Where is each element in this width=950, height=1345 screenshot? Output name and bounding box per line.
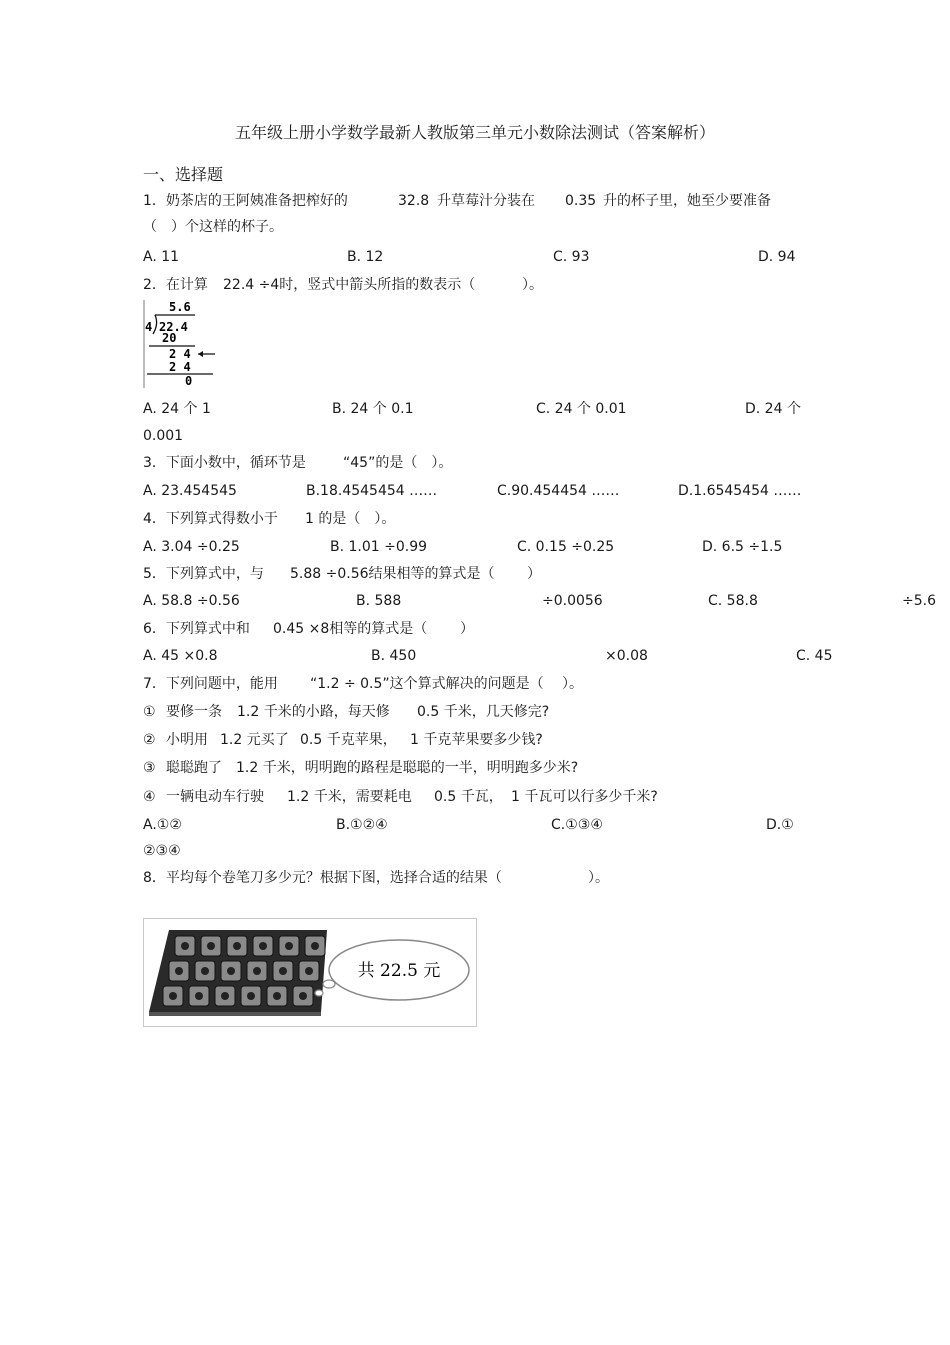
step-product: 20 <box>162 331 177 345</box>
item-1-marker: ① <box>143 704 156 720</box>
q7-text: ）。 <box>562 676 583 692</box>
option-c[interactable]: C. 24 个 0.01 <box>536 401 627 417</box>
q5-text: ） <box>527 566 541 582</box>
item-2-text: 0.5 千克苹果， <box>300 732 397 748</box>
q7-text: “1.2 ÷ 0.5”这个算式解决的问题是（ <box>310 676 544 692</box>
item-1-text: 要修一条 <box>166 704 222 720</box>
q1-number: 0.35 <box>565 193 597 209</box>
q6-text: 6．下列算式中和 <box>143 621 250 637</box>
item-4-marker: ④ <box>143 789 156 805</box>
sharpener-hole <box>227 967 235 975</box>
item-3-marker: ③ <box>143 760 156 776</box>
document-title: 五年级上册小学数学最新人教版第三单元小数除法测试（答案解析） <box>234 123 715 142</box>
option-b-continued: ÷0.0056 <box>542 593 603 609</box>
sharpener-hole <box>195 992 203 1000</box>
option-b[interactable]: B. 1.01 ÷0.99 <box>330 539 428 555</box>
option-c[interactable]: C.90.454454 …… <box>497 483 620 499</box>
option-d[interactable]: D. 94 <box>758 249 796 265</box>
option-c-continued: ÷5.6 <box>902 593 936 609</box>
q2-text: 2．在计算 <box>143 277 208 293</box>
option-a[interactable]: A. 3.04 ÷0.25 <box>143 539 240 555</box>
pencil-sharpener-figure <box>143 918 477 1032</box>
sharpener-hole <box>273 992 281 1000</box>
sharpener-hole <box>299 992 307 1000</box>
sharpener-hole <box>253 967 261 975</box>
option-c[interactable]: C. 0.15 ÷0.25 <box>517 539 615 555</box>
option-d-continued: 0.001 <box>143 428 184 444</box>
bubble-text: 共 22.5 元 <box>357 961 441 981</box>
sharpener-hole <box>311 942 319 950</box>
sharpener-hole <box>181 942 189 950</box>
q1-number: 32.8 <box>398 193 430 209</box>
sharpener-hole <box>247 992 255 1000</box>
section-heading: 一、选择题 <box>143 165 224 184</box>
sharpener-hole <box>175 967 183 975</box>
option-a[interactable]: A. 24 个 1 <box>143 401 211 417</box>
option-a[interactable]: A. 58.8 ÷0.56 <box>143 593 240 609</box>
option-a[interactable]: A. 45 ×0.8 <box>143 648 218 664</box>
option-b[interactable]: B. 450 <box>371 648 417 664</box>
step-remainder: 2 4 <box>169 347 191 361</box>
q7-text: 7．下列问题中，能用 <box>143 676 278 692</box>
option-b-continued: ×0.08 <box>605 648 648 664</box>
option-d-continued: ②③④ <box>143 843 181 859</box>
item-3-text: 聪聪跑了 <box>166 760 222 776</box>
option-d[interactable]: D. 6.5 ÷1.5 <box>702 539 783 555</box>
sharpener-hole <box>259 942 267 950</box>
q3-text: 3．下面小数中，循环节是 <box>143 455 306 471</box>
sharpener-hole <box>279 967 287 975</box>
long-division-figure <box>143 300 217 394</box>
q4-text: 1 的是（ ）。 <box>305 511 396 527</box>
sharpener-tray <box>149 930 327 1016</box>
q1-text: （ ）个这样的杯子。 <box>143 219 283 235</box>
item-4-text: 一辆电动车行驶 <box>166 789 264 805</box>
q2-text: ）。 <box>522 277 543 293</box>
sharpener-hole <box>285 942 293 950</box>
option-b[interactable]: B. 24 个 0.1 <box>332 401 414 417</box>
option-c[interactable]: C. 58.8 <box>708 593 758 609</box>
q5-text: 5.88 ÷0.56结果相等的算式是（ <box>290 566 495 582</box>
item-3-text: 1.2 千米，明明跑的路程是聪聪的一半，明明跑多少米? <box>236 760 579 776</box>
item-2-marker: ② <box>143 732 156 748</box>
option-c[interactable]: C.①③④ <box>551 817 603 833</box>
option-a[interactable]: A. 23.454545 <box>143 483 237 499</box>
q2-text: 22.4 ÷4时，竖式中箭头所指的数表示（ <box>223 277 476 293</box>
item-4-text: 1 千瓦可以行多少千米? <box>511 789 658 805</box>
quotient: 5.6 <box>169 300 191 314</box>
item-4-text: 1.2 千米，需要耗电 <box>287 789 412 805</box>
step-product: 2 4 <box>169 360 191 374</box>
item-4-text: 0.5 千瓦， <box>434 789 503 805</box>
q8-text: 8．平均每个卷笔刀多少元？根据下图，选择合适的结果（ <box>143 870 502 886</box>
q3-text: “45”的是（ ）。 <box>343 455 453 471</box>
option-a[interactable]: A. 11 <box>143 249 180 265</box>
option-b[interactable]: B. 12 <box>347 249 384 265</box>
divisor: 4 <box>145 320 153 334</box>
item-1-text: 1.2 千米的小路，每天修 <box>237 704 390 720</box>
q6-text: 0.45 ×8相等的算式是（ <box>273 621 428 637</box>
item-2-text: 小明用 <box>166 732 208 748</box>
option-c[interactable]: C. 45 <box>796 648 833 664</box>
sharpener-hole <box>305 967 313 975</box>
option-d[interactable]: D.① <box>766 817 794 833</box>
item-2-text: 1.2 元买了 <box>220 732 289 748</box>
sharpener-hole <box>169 992 177 1000</box>
q5-text: 5．下列算式中，与 <box>143 566 264 582</box>
q6-text: ） <box>460 621 474 637</box>
item-2-text: 1 千克苹果要多少钱? <box>410 732 543 748</box>
option-d[interactable]: D.1.6545454 …… <box>678 483 802 499</box>
sharpener-hole <box>233 942 241 950</box>
q8-text: ）。 <box>588 870 609 886</box>
sharpener-hole <box>201 967 209 975</box>
option-b[interactable]: B.18.4545454 …… <box>306 483 438 499</box>
q1-text: 升的杯子里，她至少要准备 <box>603 193 771 209</box>
q4-text: 4．下列算式得数小于 <box>143 511 278 527</box>
option-a[interactable]: A.①② <box>143 817 182 833</box>
sharpener-hole <box>221 992 229 1000</box>
option-b[interactable]: B. 588 <box>356 593 402 609</box>
option-c[interactable]: C. 93 <box>553 249 590 265</box>
dividend: 22.4 <box>159 320 188 334</box>
q1-text: 1．奶茶店的王阿姨准备把榨好的 <box>143 193 348 209</box>
q1-text: 升草莓汁分装在 <box>437 193 535 209</box>
final-remainder: 0 <box>185 374 193 388</box>
option-d[interactable]: D. 24 个 <box>745 401 801 417</box>
sharpener-hole <box>207 942 215 950</box>
item-1-text: 0.5 千米，几天修完? <box>417 704 550 720</box>
option-b[interactable]: B.①②④ <box>336 817 388 833</box>
